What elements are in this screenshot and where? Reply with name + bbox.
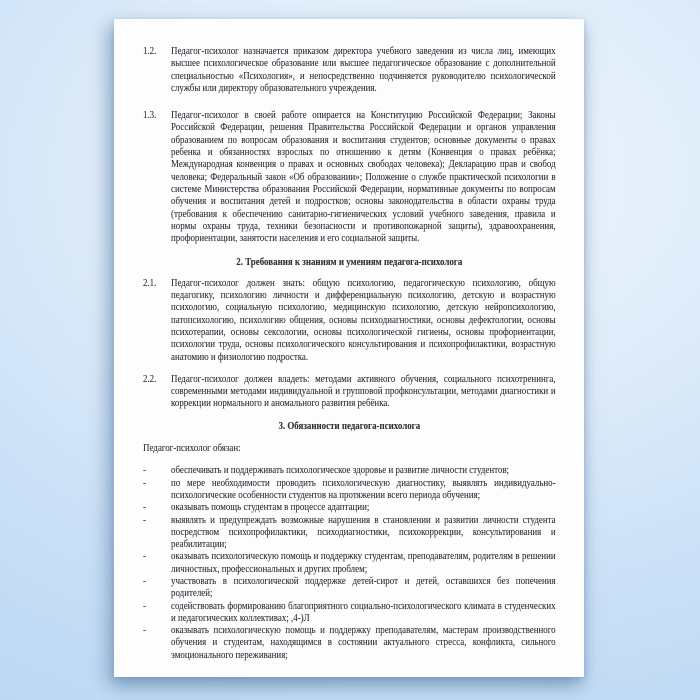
document-content: [143, 46, 556, 662]
duty-item: [143, 478, 556, 503]
section-2-heading: 2. Требования к знаниям и умениям педагога-психолога: [236, 257, 463, 269]
duty-item: [143, 502, 556, 514]
clause-text: Педагог-психолог в своей работе опирается на Конституцию Российской Федерации; Законы Российской Федерации, решения Правительства Российской Федерации и органов управления образованием по вопросам образования и воспитания студентов; основные документы о правах ребенка и обязанностях взрослых по отношению к детям (Конвенция о правах ребёнка; Международная конвенция о правах и основных свободах человека); Декларацию прав и свобод человека; Федеральный закон «Об образовании»; Положение о службе практической психологии в системе Министерства образования Российской Федерации, нормативные документы по вопросам обучения и воспитания детей и подростков; основы законодательства в области охраны труда (требования к обеспечению санитарно-гигиенических условий учебного заведения, правила и нормы охраны труда, техники безопасности и противопожарной защиты), здравоохранения, профориентации, занятости населения и его социальной защиты.: [171, 110, 556, 245]
duty-item: [143, 551, 556, 576]
duty-text: участвовать в психологической поддержке детей-сирот и детей, оставшихся без попечения родителей;: [171, 575, 556, 600]
duties-list: [143, 465, 556, 662]
clause-number: 2.1.: [143, 277, 157, 289]
duty-item: [143, 465, 556, 477]
dash-marker: -: [143, 575, 146, 587]
duties-intro: Педагог-психолог обязан:: [143, 443, 241, 455]
clause-1-3: [143, 110, 556, 245]
duty-item: [143, 515, 556, 552]
duty-text: оказывать помощь студентам в процессе адаптации;: [171, 502, 370, 514]
section-3-heading: 3. Обязанности педагога-психолога: [278, 420, 421, 432]
clause-number: 1.3.: [143, 110, 157, 122]
dash-marker: -: [143, 502, 146, 514]
clause-number: 1.2.: [143, 46, 157, 57]
dash-marker: -: [143, 625, 146, 637]
clause-text: Педагог-психолог должен знать: общую психологию, педагогическую психологию, общую педагогику, психологию личности и дифференциальную психологию, детскую и возрастную психологию, социальную психологию, медицинскую психологию, детскую нейропсихологию, патопсихологию, психологию общения, основы психодиагностики, основы дефектологии, основы психотерапии, основы сексологии, основы психологической гигиены, основы профориентации, психологии труда, основы психологического консультирования и психопрофилактики, возрастную анатомию и физиологию подростка.: [171, 277, 556, 363]
clause-2-2: [143, 374, 556, 411]
clause-2-1: [143, 278, 556, 364]
dash-marker: -: [143, 465, 146, 477]
clause-number: 2.2.: [143, 373, 157, 385]
duty-item: [143, 625, 556, 662]
dash-marker: -: [143, 514, 146, 526]
duty-text: оказывать психологическую помощь и поддержку преподавателям, мастерам производственного обучения и студентам, находящимся в состоянии актуального стресса, конфликта, сильного эмоционального переживания;: [171, 625, 556, 661]
duty-text: оказывать психологическую помощь и поддержку студентам, преподавателям, родителям в решении личностных, профессиональных и других проблем;: [171, 551, 556, 575]
duty-item: [143, 601, 556, 626]
duty-text: выявлять и предупреждать возможные нарушения в становлении и развитии личности студента посредством психопрофилактики, психодиагностики, психокоррекции, консультирования и реабилитации;: [171, 514, 556, 551]
dash-marker: -: [143, 600, 146, 612]
clause-1-2: [143, 46, 556, 95]
dash-marker: -: [143, 551, 146, 563]
duty-text: обеспечивать и поддерживать психологическое здоровье и развитие личности студентов;: [171, 465, 510, 477]
document-page: [114, 19, 584, 677]
dash-marker: -: [143, 477, 146, 489]
clause-text: Педагог-психолог назначается приказом директора учебного заведения из числа лиц, имеющих высшее психологическое образование или высшее педагогическое образование с дополнительной специальностью «Психология», и непосредственно подчиняется руководителю психологической службы или директору образовательного учреждения.: [171, 46, 556, 94]
duty-item: [143, 576, 556, 601]
duty-text: содействовать формированию благоприятного социально-психологического климата в студенческих и педагогических коллективах; ,4-)Л: [171, 600, 556, 624]
duty-text: по мере необходимости проводить психологическую диагностику, выявлять индивидуально-психологические особенности студентов на протяжении всего периода обучения;: [171, 477, 556, 501]
clause-text: Педагог-психолог должен владеть: методами активного обучения, социального психотренинга, современными методами индивидуальной и групповой профконсультации, методами диагностики и коррекции нормального и аномального развития ребёнка.: [171, 373, 556, 410]
